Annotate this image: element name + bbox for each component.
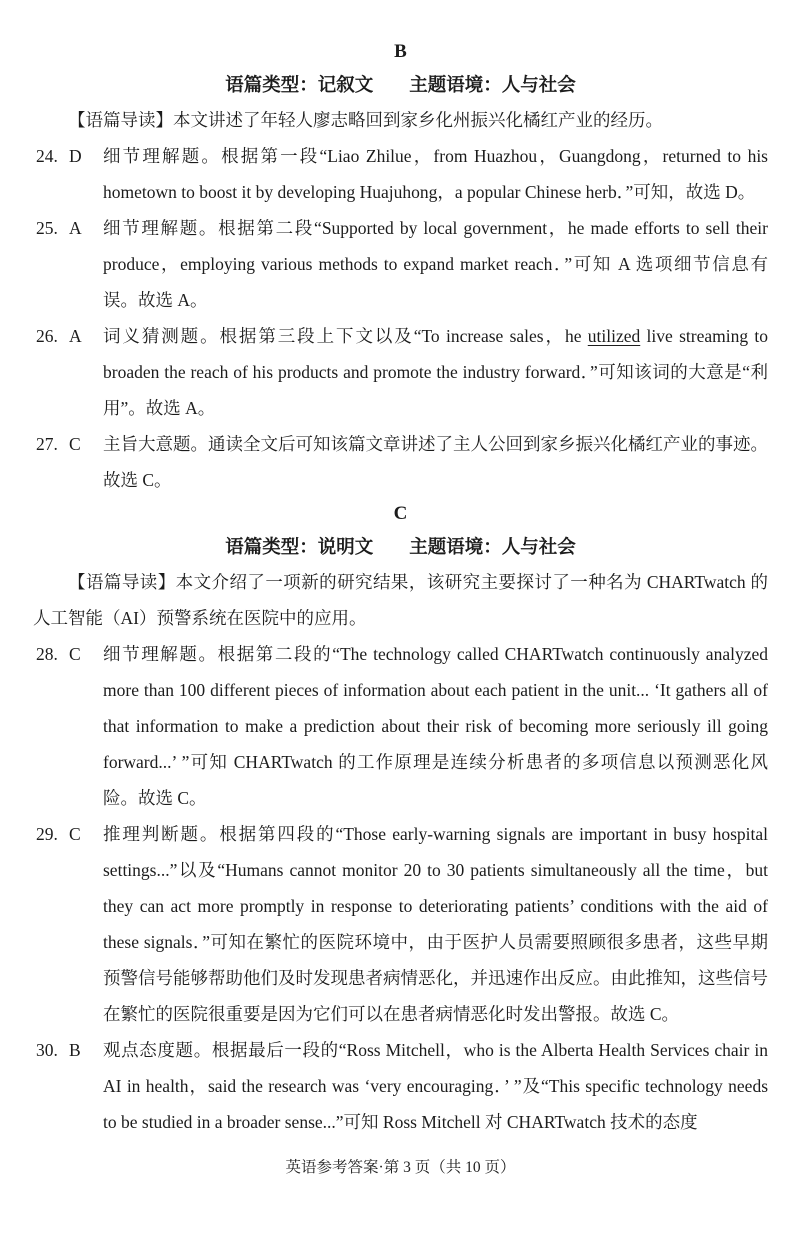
explanation-text: [103, 434, 768, 490]
intro-text: 本文介绍了一项新的研究结果，该研究主要探讨了一种名为 CHARTwatch 的人工智能（AI）预警系统在医院中的应用。: [33, 572, 768, 628]
question-number: 30.: [36, 1040, 58, 1060]
answer-item-24: [33, 138, 768, 210]
question-number: 26.: [36, 326, 58, 346]
explanation-segment: 推理判断题。根据第四段的“Those early-warning signals are important in busy hospital settings...”以及“Humans cannot monitor 20 to 30 patients simultaneously all the time，but they can act more promptly in response to deteriorating patients’ conditions with the aid of these signals．”可知在繁忙的医院环境中，由于医护人员需要照顾很多患者，这些早期预警信号能够帮助他们及时发现患者病情恶化，并迅速作出反应。由此推知，这些信号在繁忙的医院很重要是因为它们可以在患者病情恶化时发出警报。故选 C。: [103, 824, 768, 1024]
section-heading-b: B: [394, 41, 407, 62]
explanation-segment: 细节理解题。根据第一段“Liao Zhilue，from Huazhou，Guangdong，returned to his hometown to boost it by developing Huajuhong，a popular Chinese herb．”可知，故选 D。: [103, 146, 768, 202]
answer-item-29: [33, 816, 768, 1032]
explanation-text: [103, 146, 768, 202]
intro-text: 本文讲述了年轻人廖志略回到家乡化州振兴化橘红产业的经历。: [173, 110, 663, 130]
intro-tag: 【语篇导读】: [68, 572, 176, 592]
explanation-segment: 主旨大意题。通读全文后可知该篇文章讲述了主人公回到家乡振兴化橘红产业的事迹。故选 C。: [103, 434, 768, 490]
genre-label: 语篇类型：记叙文: [225, 74, 374, 95]
answer-letter: A: [69, 326, 82, 346]
explanation-segment: 词义猜测题。根据第三段上下文以及“To increase sales，he: [103, 326, 588, 346]
theme-label: 主题语境：人与社会: [409, 536, 576, 557]
question-number: 27.: [36, 434, 58, 454]
answer-item-27: [33, 426, 768, 498]
question-number: 29.: [36, 824, 58, 844]
passage-intro-b: [33, 102, 768, 138]
question-number: 28.: [36, 644, 58, 664]
answer-letter: C: [69, 644, 81, 664]
intro-tag: 【语篇导读】: [68, 110, 173, 130]
answer-item-30: [33, 1032, 768, 1140]
explanation-text: [103, 1040, 768, 1132]
explanation-segment: 观点态度题。根据最后一段的“Ross Mitchell，who is the Alberta Health Services chair in AI in health，said the research was ‘very encouraging．’ ”及“This specific technology needs to be studied in a broader sense...”可知 Ross Mitchell 对 CHARTwatch 技术的态度: [103, 1040, 768, 1132]
question-number: 25.: [36, 218, 58, 238]
answer-letter: C: [69, 824, 81, 844]
answer-letter: C: [69, 434, 81, 454]
section-subheading-c: [33, 530, 768, 564]
section-subheading-b: [33, 68, 768, 102]
underlined-word: utilized: [587, 326, 641, 346]
section-heading-c: C: [393, 503, 408, 524]
explanation-segment: 细节理解题。根据第二段的“The technology called CHARTwatch continuously analyzed more than 100 different pieces of information about each patient in the unit... ‘It gathers all of that information to make a prediction about their risk of becoming more seriously ill going forward...’ ”可知 CHARTwatch 的工作原理是连续分析患者的多项信息以预测恶化风险。故选 C。: [103, 644, 768, 808]
explanation-text: [103, 218, 768, 310]
answer-letter: A: [69, 218, 82, 238]
explanation-text: [103, 824, 768, 1024]
answer-letter: B: [69, 1040, 81, 1060]
question-number: 24.: [36, 146, 58, 166]
answer-item-28: [33, 636, 768, 816]
answer-item-26: [33, 318, 768, 426]
explanation-segment: 细节理解题。根据第二段“Supported by local government，he made efforts to sell their produce，employing various methods to expand market reach．”可知 A 选项细节信息有误。故选 A。: [103, 218, 768, 310]
explanation-text: [103, 644, 768, 808]
answer-letter: D: [69, 146, 82, 166]
passage-intro-c: [33, 564, 768, 636]
answer-item-25: [33, 210, 768, 318]
explanation-text: [103, 326, 768, 418]
explanation-segment: live streaming to broaden the reach of his products and promote the industry forward．”可知该词的大意是“利用”。故选 A。: [103, 326, 768, 418]
genre-label: 语篇类型：说明文: [225, 536, 374, 557]
theme-label: 主题语境：人与社会: [409, 74, 576, 95]
page-footer: 英语参考答案·第 3 页（共 10 页）: [285, 1159, 516, 1176]
